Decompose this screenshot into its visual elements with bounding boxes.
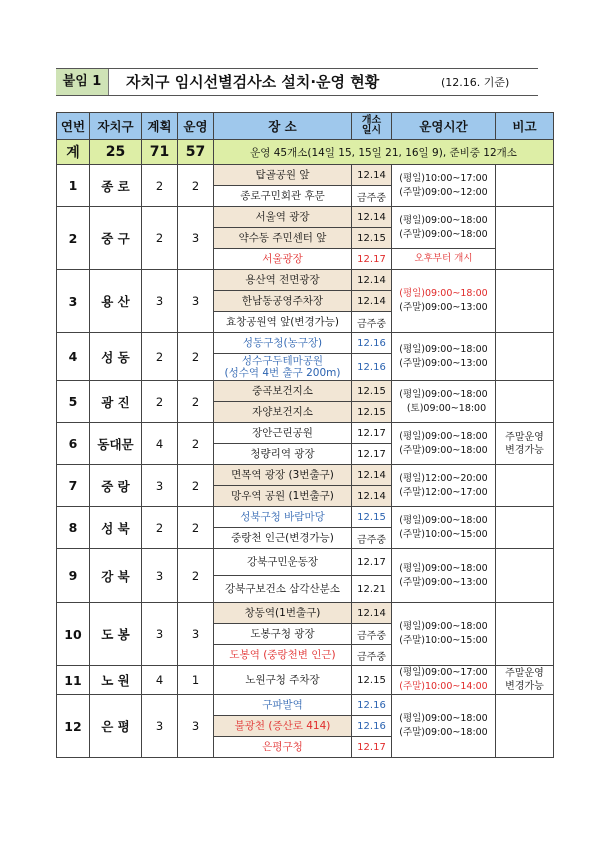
operating-count: 3	[178, 603, 214, 666]
district-name: 노 원	[90, 666, 142, 695]
site-place: 도봉구청 광장	[214, 624, 352, 645]
operating-hours: (평일)12:00~20:00 (주말)12:00~17:00	[392, 465, 496, 507]
note-cell	[496, 270, 554, 333]
plan-count: 3	[142, 270, 178, 333]
site-place: 불광천 (증산로 414)	[214, 716, 352, 737]
site-place: 서울역 광장	[214, 207, 352, 228]
district-name: 동대문	[90, 423, 142, 465]
site-place: 자양보건지소	[214, 402, 352, 423]
note-cell	[496, 507, 554, 549]
note-cell	[496, 333, 554, 381]
site-date: 12.21	[352, 576, 392, 603]
site-place: 노원구청 주차장	[214, 666, 352, 695]
site-date: 12.14	[352, 465, 392, 486]
operating-count: 2	[178, 333, 214, 381]
site-place: 강북구보건소 삼각산분소	[214, 576, 352, 603]
site-date: 12.17	[352, 444, 392, 465]
document-title: 자치구 임시선별검사소 설치·운영 현황	[126, 73, 380, 91]
plan-count: 3	[142, 465, 178, 507]
plan-count: 3	[142, 603, 178, 666]
row-number: 9	[57, 549, 90, 603]
testing-sites-table	[56, 112, 554, 758]
operating-hours: (평일)09:00~18:00 (주말)09:00~18:00	[392, 695, 496, 758]
note-cell	[496, 381, 554, 423]
note-cell	[496, 549, 554, 603]
operating-count: 2	[178, 381, 214, 423]
row-number: 8	[57, 507, 90, 549]
note-cell	[496, 465, 554, 507]
site-place: 한남동공영주차장	[214, 291, 352, 312]
col-header-note: 비고	[496, 113, 554, 140]
site-date: 12.14	[352, 270, 392, 291]
table-row	[57, 465, 554, 486]
operating-count: 2	[178, 465, 214, 507]
total-summary: 운영 45개소(14일 15, 15일 21, 16일 9), 준비중 12개소	[214, 140, 554, 165]
header-row	[57, 113, 554, 140]
site-date: 12.14	[352, 165, 392, 186]
table-row	[57, 666, 554, 695]
total-gu-count: 25	[90, 140, 142, 165]
table-row	[57, 165, 554, 186]
row-number: 11	[57, 666, 90, 695]
district-name: 중 랑	[90, 465, 142, 507]
operating-hours: (평일)09:00~18:00 (주말)09:00~18:00	[392, 423, 496, 465]
site-date: 12.17	[352, 249, 392, 270]
plan-count: 3	[142, 695, 178, 758]
plan-count: 3	[142, 549, 178, 603]
operating-hours: (평일)09:00~18:00 (주말)10:00~15:00	[392, 603, 496, 666]
note-cell	[496, 603, 554, 666]
site-place: 약수동 주민센터 앞	[214, 228, 352, 249]
site-place: 강북구민운동장	[214, 549, 352, 576]
operating-count: 3	[178, 270, 214, 333]
site-date: 12.14	[352, 207, 392, 228]
site-date: 금주중	[352, 312, 392, 333]
operating-count: 2	[178, 423, 214, 465]
site-place: 구파발역	[214, 695, 352, 716]
site-place: 도봉역 (중랑천변 인근)	[214, 645, 352, 666]
plan-count: 2	[142, 333, 178, 381]
table-row	[57, 549, 554, 576]
district-name: 은 평	[90, 695, 142, 758]
operating-hours: (평일)09:00~18:00 (주말)09:00~13:00	[392, 333, 496, 381]
col-header-hours: 운영시간	[392, 113, 496, 140]
table-row	[57, 423, 554, 444]
plan-count: 2	[142, 381, 178, 423]
col-header-no: 연번	[57, 113, 90, 140]
site-date: 12.16	[352, 695, 392, 716]
operating-count: 3	[178, 207, 214, 270]
col-header-op: 운영	[178, 113, 214, 140]
operating-count: 2	[178, 507, 214, 549]
site-date: 12.17	[352, 549, 392, 576]
district-name: 성 북	[90, 507, 142, 549]
site-date: 12.15	[352, 228, 392, 249]
site-place: 중곡보건지소	[214, 381, 352, 402]
site-place: 청량리역 광장	[214, 444, 352, 465]
section-header	[56, 68, 538, 96]
reference-date: (12.16. 기준)	[441, 76, 510, 89]
site-date: 12.17	[352, 423, 392, 444]
site-date: 12.16	[352, 333, 392, 354]
site-place: 성북구청 바람마당	[214, 507, 352, 528]
operating-hours: (평일)09:00~18:00 (토)09:00~18:00	[392, 381, 496, 423]
site-place: 면목역 광장 (3번출구)	[214, 465, 352, 486]
district-name: 강 북	[90, 549, 142, 603]
note-cell: 주말운영 변경가능	[496, 666, 554, 695]
note-cell: 주말운영 변경가능	[496, 423, 554, 465]
district-name: 성 동	[90, 333, 142, 381]
operating-hours: (평일)09:00~18:00 (주말)09:00~13:00	[392, 549, 496, 603]
site-place: 창동역(1번출구)	[214, 603, 352, 624]
col-header-date: 개소 일시	[352, 113, 392, 140]
site-date: 12.15	[352, 666, 392, 695]
total-label: 계	[57, 140, 90, 165]
table-row	[57, 507, 554, 528]
operating-hours: (평일)09:00~18:00 (주말)10:00~15:00	[392, 507, 496, 549]
district-name: 용 산	[90, 270, 142, 333]
site-date: 12.17	[352, 737, 392, 758]
plan-count: 2	[142, 165, 178, 207]
row-number: 3	[57, 270, 90, 333]
site-place: 중랑천 인근(변경가능)	[214, 528, 352, 549]
row-number: 12	[57, 695, 90, 758]
site-date: 금주중	[352, 528, 392, 549]
operating-count: 2	[178, 165, 214, 207]
site-date: 12.15	[352, 381, 392, 402]
site-date: 12.15	[352, 507, 392, 528]
plan-count: 4	[142, 666, 178, 695]
total-op: 57	[178, 140, 214, 165]
note-cell	[496, 695, 554, 758]
row-number: 4	[57, 333, 90, 381]
operating-count: 2	[178, 549, 214, 603]
col-header-place: 장 소	[214, 113, 352, 140]
site-date: 12.14	[352, 603, 392, 624]
operating-count: 1	[178, 666, 214, 695]
operating-hours: (평일)09:00~17:00 (주말)10:00~14:00	[392, 666, 496, 695]
site-place: 망우역 공원 (1번출구)	[214, 486, 352, 507]
table-row	[57, 207, 554, 228]
total-row	[57, 140, 554, 165]
district-name: 광 진	[90, 381, 142, 423]
plan-count: 4	[142, 423, 178, 465]
site-date: 금주중	[352, 645, 392, 666]
table-row	[57, 381, 554, 402]
site-place: 효창공원역 앞(변경가능)	[214, 312, 352, 333]
plan-count: 2	[142, 507, 178, 549]
operating-hours-extra: 오후부터 개시	[392, 249, 496, 270]
col-header-gu: 자치구	[90, 113, 142, 140]
plan-count: 2	[142, 207, 178, 270]
operating-count: 3	[178, 695, 214, 758]
site-date: 12.14	[352, 486, 392, 507]
operating-hours: (평일)09:00~18:00 (주말)09:00~18:00	[392, 207, 496, 249]
district-name: 중 구	[90, 207, 142, 270]
row-number: 2	[57, 207, 90, 270]
site-place: 종로구민회관 후문	[214, 186, 352, 207]
attachment-tag: 붙임 1	[56, 69, 109, 95]
site-date: 금주중	[352, 186, 392, 207]
table-row	[57, 695, 554, 716]
table-row	[57, 270, 554, 291]
row-number: 6	[57, 423, 90, 465]
table-row	[57, 333, 554, 354]
note-cell	[496, 207, 554, 270]
table-row	[57, 603, 554, 624]
site-date: 12.15	[352, 402, 392, 423]
district-name: 도 봉	[90, 603, 142, 666]
site-place: 성수구두테마공원 (성수역 4번 출구 200m)	[214, 354, 352, 381]
row-number: 10	[57, 603, 90, 666]
row-number: 7	[57, 465, 90, 507]
site-date: 12.16	[352, 716, 392, 737]
site-place: 용산역 전면광장	[214, 270, 352, 291]
site-date: 12.14	[352, 291, 392, 312]
site-date: 12.16	[352, 354, 392, 381]
col-header-plan: 계획	[142, 113, 178, 140]
district-name: 종 로	[90, 165, 142, 207]
site-place: 은평구청	[214, 737, 352, 758]
site-place: 서울광장	[214, 249, 352, 270]
site-place: 탑골공원 앞	[214, 165, 352, 186]
site-place: 장안근린공원	[214, 423, 352, 444]
row-number: 5	[57, 381, 90, 423]
row-number: 1	[57, 165, 90, 207]
operating-hours: (평일)10:00~17:00 (주말)09:00~12:00	[392, 165, 496, 207]
note-cell	[496, 165, 554, 207]
site-date: 금주중	[352, 624, 392, 645]
total-plan: 71	[142, 140, 178, 165]
operating-hours: (평일)09:00~18:00 (주말)09:00~13:00	[392, 270, 496, 333]
site-place: 성동구청(농구장)	[214, 333, 352, 354]
